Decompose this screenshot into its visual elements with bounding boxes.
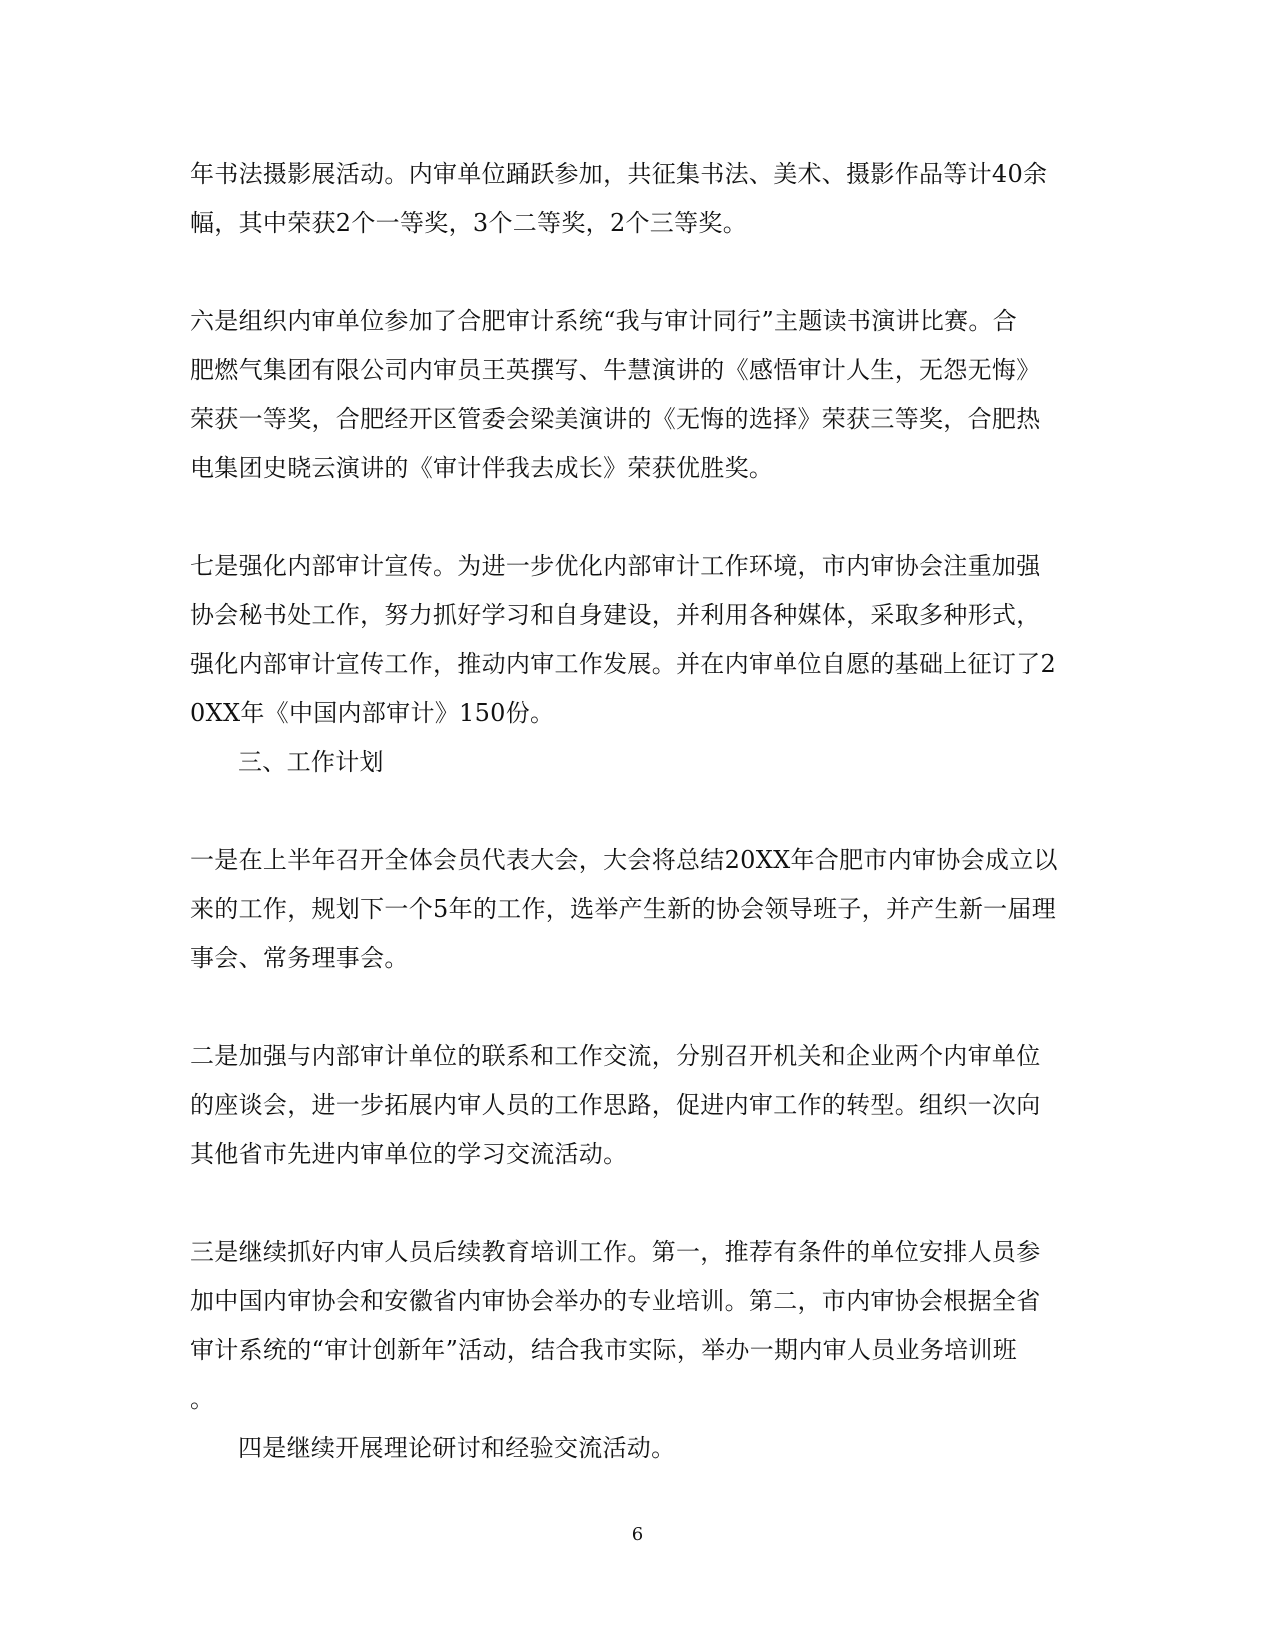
text-line: 荣获一等奖，合肥经开区管委会梁美演讲的《无悔的选择》荣获三等奖，合肥热 — [190, 405, 1041, 433]
paragraph-speech-contest — [190, 297, 1070, 493]
paragraph-spacer — [190, 248, 1070, 297]
paragraph-plan-three — [190, 1228, 1070, 1424]
text-line: 0XX年《中国内部审计》150份。 — [190, 699, 555, 727]
body-text — [190, 150, 1070, 1473]
text-line: 肥燃气集团有限公司内审员王英撰写、牛慧演讲的《感悟审计人生，无怨无悔》 — [190, 356, 1041, 384]
paragraph-spacer — [190, 1179, 1070, 1228]
text-line: 其他省市先进内审单位的学习交流活动。 — [190, 1140, 628, 1168]
text-line: 的座谈会，进一步拓展内审人员的工作思路，促进内审工作的转型。组织一次向 — [190, 1091, 1041, 1119]
text-line: 二是加强与内部审计单位的联系和工作交流，分别召开机关和企业两个内审单位 — [190, 1042, 1041, 1070]
paragraph-spacer — [190, 983, 1070, 1032]
text-line: 事会、常务理事会。 — [190, 944, 409, 972]
text-line: 三是继续抓好内审人员后续教育培训工作。第一，推荐有条件的单位安排人员参 — [190, 1238, 1041, 1266]
text-line: 强化内部审计宣传工作，推动内审工作发展。并在内审单位自愿的基础上征订了2 — [190, 650, 1057, 678]
text-line: 幅，其中荣获2个一等奖，3个二等奖，2个三等奖。 — [190, 209, 748, 237]
text-line: 。 — [190, 1385, 215, 1413]
text-line: 六是组织内审单位参加了合肥审计系统“我与审计同行”主题读书演讲比赛。合 — [190, 307, 1018, 335]
text-line: 七是强化内部审计宣传。为进一步优化内部审计工作环境，市内审协会注重加强 — [190, 552, 1041, 580]
text-line: 加中国内审协会和安徽省内审协会举办的专业培训。第二，市内审协会根据全省 — [190, 1287, 1041, 1315]
paragraph-plan-two — [190, 1032, 1070, 1179]
text-line: 一是在上半年召开全体会员代表大会，大会将总结20XX年合肥市内审协会成立以 — [190, 846, 1058, 874]
page-number: 6 — [631, 1524, 644, 1545]
paragraph-plan-four: 四是继续开展理论研讨和经验交流活动。 — [238, 1434, 676, 1462]
section-heading-work-plan: 三、工作计划 — [238, 748, 384, 776]
text-line: 来的工作，规划下一个5年的工作，选举产生新的协会领导班子，并产生新一届理 — [190, 895, 1057, 923]
paragraph-publicity — [190, 542, 1070, 738]
text-line: 协会秘书处工作，努力抓好学习和自身建设，并利用各种媒体，采取多种形式， — [190, 601, 1041, 629]
paragraph-spacer — [190, 493, 1070, 542]
text-line: 电集团史晓云演讲的《审计伴我去成长》荣获优胜奖。 — [190, 454, 774, 482]
text-line: 审计系统的“审计创新年”活动，结合我市实际，举办一期内审人员业务培训班 — [190, 1336, 1018, 1364]
paragraph-spacer — [190, 787, 1070, 836]
paragraph-art-exhibition — [190, 150, 1070, 248]
paragraph-plan-one — [190, 836, 1070, 983]
text-line: 年书法摄影展活动。内审单位踊跃参加，共征集书法、美术、摄影作品等计40余 — [190, 160, 1048, 188]
